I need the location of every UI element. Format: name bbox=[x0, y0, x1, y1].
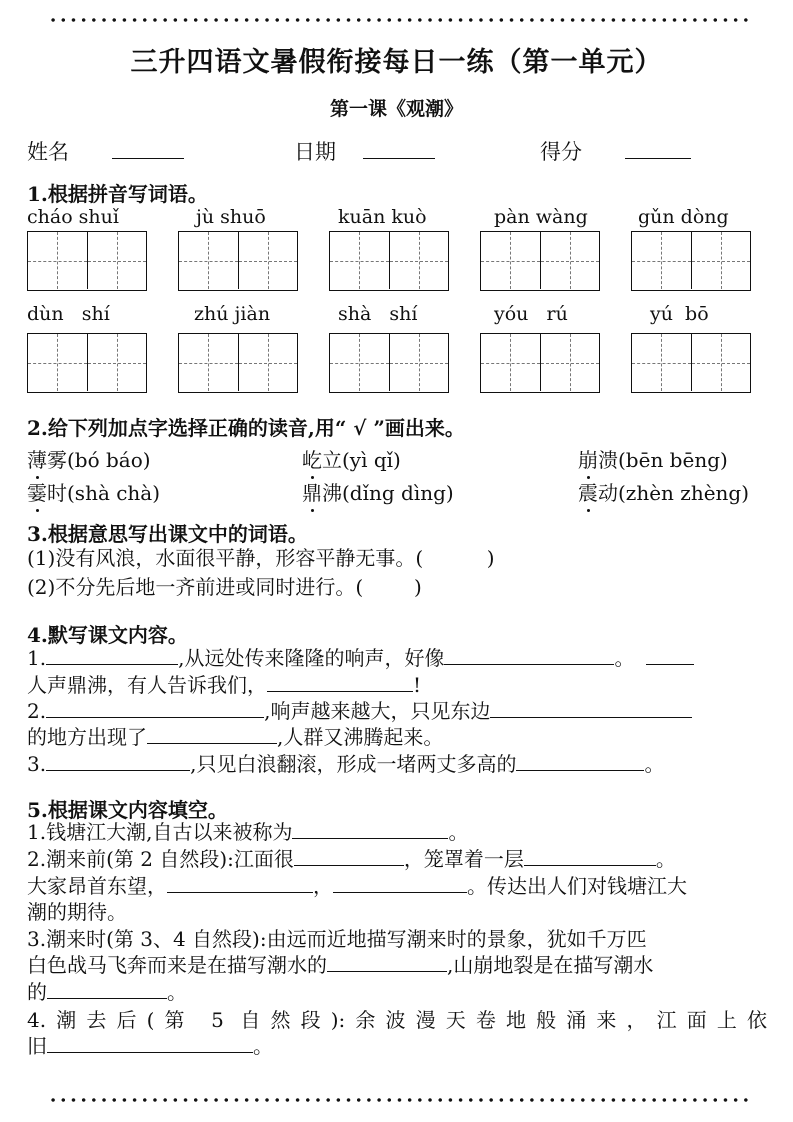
passage-text: ,山崩地裂是在描写潮水 bbox=[447, 953, 654, 977]
pronunciation-options: 沸(dǐng dìng) bbox=[322, 481, 454, 505]
passage-text: 。传达出人们对钱塘江大 bbox=[467, 874, 687, 898]
top-dotted-border bbox=[48, 17, 748, 23]
q5-line-7 bbox=[27, 980, 187, 1004]
q3-item-2[interactable]: (2)不分先后地一齐前进或同时进行。( ) bbox=[27, 575, 422, 599]
q4-line-2 bbox=[27, 673, 421, 697]
pronunciation-options: 时(shà chà) bbox=[47, 481, 161, 505]
pinyin-label: kuān kuò bbox=[338, 206, 427, 228]
date-field bbox=[294, 136, 435, 166]
pronunciation-options: 立(yì qǐ) bbox=[322, 448, 401, 472]
writing-grid[interactable] bbox=[631, 231, 751, 291]
q5-line-9 bbox=[27, 1034, 273, 1058]
q5-line-8: 4.潮去后(第 5 自然段):余波漫天卷地般涌来，江面上依 bbox=[27, 1008, 767, 1032]
answer-blank[interactable] bbox=[490, 699, 692, 718]
passage-text: 人声鼎沸，有人告诉我们， bbox=[27, 673, 267, 697]
q3-item-1[interactable]: (1)没有风浪，水面很平静，形容平静无事。( ) bbox=[27, 546, 495, 570]
pronunciation-options: 动(zhèn zhèng) bbox=[598, 481, 750, 505]
dotted-char: 霎 bbox=[27, 477, 47, 506]
q5-line-5: 3.潮来时(第 3、4 自然段):由远而近地描写潮来时的景象，犹如千万匹 bbox=[27, 927, 647, 951]
writing-grid[interactable] bbox=[27, 333, 147, 393]
passage-text: ，笼罩着一层 bbox=[403, 847, 524, 871]
passage-text: ,响声越来越大，只见东边 bbox=[264, 699, 491, 723]
pronunciation-item[interactable] bbox=[578, 444, 728, 473]
writing-grid[interactable] bbox=[329, 231, 449, 291]
dotted-char: 屹 bbox=[302, 444, 322, 473]
q4-line-5 bbox=[27, 752, 664, 776]
page-title: 三升四语文暑假衔接每日一练（第一单元） bbox=[130, 47, 663, 78]
answer-blank[interactable] bbox=[267, 673, 413, 692]
passage-text: ,从远处传来隆隆的响声，好像 bbox=[178, 646, 445, 670]
answer-blank[interactable] bbox=[47, 1034, 253, 1053]
pinyin-label: yóu rú bbox=[494, 303, 568, 325]
pronunciation-options: 雾(bó báo) bbox=[47, 448, 151, 472]
pinyin-label: gǔn dòng bbox=[638, 206, 729, 228]
passage-text: 1.钱塘江大潮,自古以来被称为 bbox=[27, 820, 293, 844]
answer-blank[interactable] bbox=[147, 725, 277, 744]
pronunciation-item[interactable] bbox=[27, 444, 151, 473]
passage-text: ! bbox=[413, 673, 422, 697]
q5-line-1 bbox=[27, 820, 468, 844]
passage-text: 的地方出现了 bbox=[27, 725, 147, 749]
pinyin-label: pàn wàng bbox=[494, 206, 588, 228]
passage-text: 。 bbox=[253, 1034, 273, 1058]
q4-line-1 bbox=[27, 646, 694, 670]
passage-text: 。 bbox=[448, 820, 469, 844]
dotted-char: 震 bbox=[578, 477, 598, 506]
writing-grid[interactable] bbox=[329, 333, 449, 393]
passage-text: 大家昂首东望， bbox=[27, 874, 167, 898]
dotted-char: 薄 bbox=[27, 444, 47, 473]
pronunciation-item[interactable] bbox=[302, 477, 454, 506]
writing-grid[interactable] bbox=[27, 231, 147, 291]
q4-heading: 4.默写课文内容。 bbox=[27, 623, 188, 647]
answer-blank[interactable] bbox=[46, 752, 190, 771]
answer-blank[interactable] bbox=[444, 646, 614, 665]
dotted-char: 崩 bbox=[578, 444, 598, 473]
passage-text: 白色战马飞奔而来是在描写潮水的 bbox=[27, 953, 327, 977]
writing-grid[interactable] bbox=[178, 333, 298, 393]
date-label: 日期 bbox=[294, 140, 336, 164]
pinyin-label: zhú jiàn bbox=[194, 303, 271, 325]
item-number: 3. bbox=[27, 752, 47, 776]
bottom-dotted-border bbox=[48, 1097, 748, 1103]
score-blank[interactable] bbox=[625, 138, 691, 159]
pinyin-label: dùn shí bbox=[27, 303, 110, 325]
passage-text: 。 bbox=[655, 847, 676, 871]
answer-blank[interactable] bbox=[46, 699, 264, 718]
q4-line-4 bbox=[27, 725, 443, 749]
writing-grid[interactable] bbox=[631, 333, 751, 393]
passage-text: 的 bbox=[27, 980, 47, 1004]
answer-blank[interactable] bbox=[516, 752, 644, 771]
q5-line-4: 潮的期待。 bbox=[27, 900, 127, 924]
answer-blank[interactable] bbox=[47, 980, 167, 999]
answer-blank[interactable] bbox=[294, 847, 404, 866]
pronunciation-item[interactable] bbox=[302, 444, 401, 473]
answer-blank[interactable] bbox=[46, 646, 178, 665]
passage-text: 。 bbox=[644, 752, 665, 776]
passage-text: ， bbox=[313, 874, 333, 898]
answer-blank[interactable] bbox=[333, 874, 467, 893]
pronunciation-options: 溃(bēn bēng) bbox=[598, 448, 728, 472]
pinyin-label: shà shí bbox=[338, 303, 418, 325]
score-label: 得分 bbox=[540, 140, 582, 164]
answer-blank[interactable] bbox=[327, 953, 447, 972]
item-number: 1. bbox=[27, 646, 47, 670]
q1-heading: 1.根据拼音写词语。 bbox=[27, 182, 208, 206]
pronunciation-item[interactable] bbox=[578, 477, 749, 506]
passage-text: 。 bbox=[167, 980, 187, 1004]
q5-line-2 bbox=[27, 847, 676, 871]
answer-blank[interactable] bbox=[167, 874, 313, 893]
dotted-char: 鼎 bbox=[302, 477, 322, 506]
lesson-title: 第一课《观潮》 bbox=[329, 98, 463, 120]
passage-text: 。 bbox=[614, 646, 635, 670]
q5-heading: 5.根据课文内容填空。 bbox=[27, 798, 228, 822]
answer-blank[interactable] bbox=[646, 646, 694, 665]
pinyin-label: yú bō bbox=[650, 303, 709, 325]
passage-text: ,只见白浪翻滚，形成一堵两丈多高的 bbox=[190, 752, 517, 776]
writing-grid[interactable] bbox=[178, 231, 298, 291]
name-blank[interactable] bbox=[112, 138, 184, 159]
passage-text: 旧 bbox=[27, 1034, 47, 1058]
q2-heading: 2.给下列加点字选择正确的读音,用“ √ ”画出来。 bbox=[27, 416, 465, 440]
name-field bbox=[27, 136, 184, 166]
passage-text: 2.潮来前(第 2 自然段):江面很 bbox=[27, 847, 294, 871]
pronunciation-item[interactable] bbox=[27, 477, 160, 506]
q3-heading: 3.根据意思写出课文中的词语。 bbox=[27, 522, 308, 546]
answer-blank[interactable] bbox=[524, 847, 656, 866]
writing-grid[interactable] bbox=[480, 333, 600, 393]
item-number: 2. bbox=[27, 699, 47, 723]
score-field bbox=[540, 136, 691, 166]
answer-blank[interactable] bbox=[292, 820, 448, 839]
date-blank[interactable] bbox=[363, 138, 435, 159]
pinyin-label: cháo shuǐ bbox=[27, 206, 119, 228]
writing-grid[interactable] bbox=[480, 231, 600, 291]
name-label: 姓名 bbox=[27, 140, 69, 164]
passage-text: ,人群又沸腾起来。 bbox=[277, 725, 444, 749]
pinyin-label: jù shuō bbox=[196, 206, 266, 228]
q5-line-3 bbox=[27, 874, 687, 898]
q5-line-6 bbox=[27, 953, 653, 977]
q4-line-3 bbox=[27, 699, 692, 723]
